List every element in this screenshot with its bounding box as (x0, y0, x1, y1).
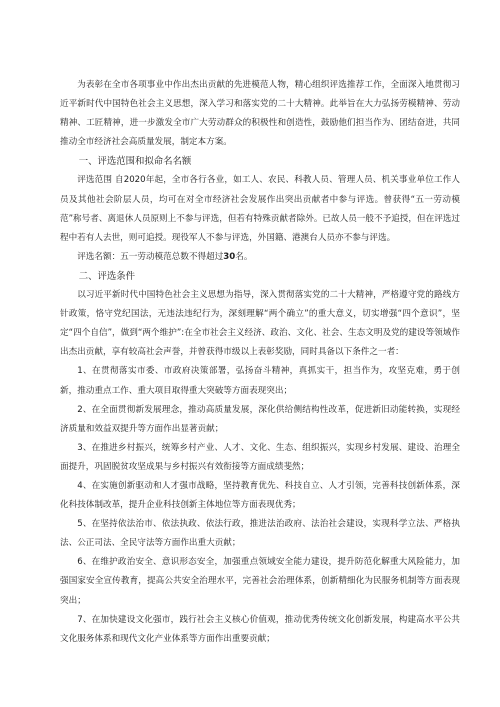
condition-item: 6、在维护政治安全、意识形态安全，加强重点领域安全能力建设，提升防范化解重大风险能力，加强国家安全宣传教育，提高公共安全治理水平，完善社会治理体系，创新精细化为民服务机制等方面表现突出； (60, 557, 460, 606)
condition-item: 3、在推进乡村振兴，统筹乡村产业、人才、文化、生态、组织振兴，实现乡村发展、建设、治理全面提升，巩固脱贫攻坚成果与乡村振兴有效衔接等方面成绩斐然； (60, 442, 460, 472)
section-heading-scope: 一、评选范围和拟命名名额 (78, 156, 192, 168)
intro-paragraph: 为表彰在全市各项事业中作出杰出贡献的先进模范人物，精心组织评选推荐工作，全面深入地贯彻习近平新时代中国特色社会主义思想，深入学习和落实党的二十大精神。此举旨在大力弘扬劳模精神、劳动精神、工匠精神，进一步激发全市广大劳动群众的积极性和创造性，鼓励他们担当作为、团结奋进，共同推动全市经济社会高质量发展，制定本方案。 (60, 80, 460, 148)
condition-item: 7、在加快建设文化强市，践行社会主义核心价值观，推动优秀传统文化创新发展，构建高水平公共文化服务体系和现代文化产业体系等方面作出重要贡献； (60, 614, 460, 644)
condition-item: 2、在全面贯彻新发展理念，推动高质量发展，深化供给侧结构性改革，促进新旧动能转换，实现经济质量和效益双提升等方面作出显著贡献； (60, 404, 460, 434)
quota-number: 30 (223, 251, 236, 262)
quota-unit: 名。 (235, 251, 253, 262)
conditions-intro-paragraph: 以习近平新时代中国特色社会主义思想为指导，深入贯彻落实党的二十大精神，严格遵守党的路线方针政策，恪守党纪国法，无违法违纪行为，深刻理解“两个确立”的重大意义，切实增强“四个意识”，坚定“四个自信”，做到“两个维护”:在全市社会主义经济、政治、文化、社会、生态文明及党的建设等领域作出杰出贡献，享有较高社会声誉，并曾获得市级以上表彰奖励，同时具备以下条件之一者： (60, 290, 460, 358)
scope-paragraph: 评选范围 自2020年起，全市各行各业，如工人、农民、科教人员、管理人员、机关事业单位工作人员及其他社会阶层人员，均可在对全市经济社会发展作出突出贡献者中参与评选。曾获得“五一劳动模范”称号者、离退休人员原则上不参与评选，但若有特殊贡献者除外。已故人员一般不予追授，但在评选过程中若有人去世，则可追授。现役军人不参与评选，外国籍、港澳台人员亦不参与评选。 (60, 175, 460, 243)
quota-paragraph (60, 248, 460, 267)
quota-label: 评选名额：五一劳动模范总数不得超过 (77, 251, 224, 262)
condition-item: 1、在贯彻落实市委、市政府决策部署，弘扬奋斗精神，真抓实干，担当作为，攻坚克难，勇于创新，推动重点工作、重大项目取得重大突破等方面表现突出； (60, 366, 460, 396)
condition-item: 4、在实施创新驱动和人才强市战略，坚持教育优先、科技自立、人才引领，完善科技创新体系，深化科技体制改革，提升企业科技创新主体地位等方面表现优秀； (60, 480, 460, 511)
condition-item: 5、在坚持依法治市、依法执政、依法行政，推进法治政府、法治社会建设，实现科学立法、严格执法、公正司法、全民守法等方面作出重大贡献； (60, 519, 460, 549)
section-heading-conditions: 二、评选条件 (78, 270, 136, 282)
